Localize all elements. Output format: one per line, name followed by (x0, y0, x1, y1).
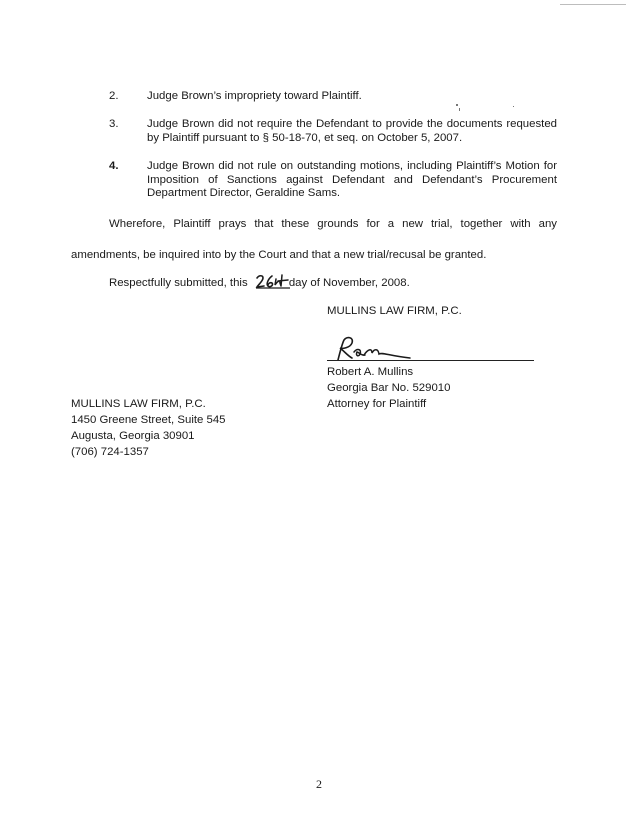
signature-line (327, 360, 534, 361)
item-text: Judge Brown did not require the Defendant to provide the documents requested by Plaintiff pursuant to § 50-18-70, et seq. on October 5, 2007. (147, 118, 557, 144)
handwritten-day-icon (255, 273, 291, 289)
submitted-suffix: day of November, 2008. (288, 277, 410, 289)
scan-artifact (459, 108, 460, 111)
item-text: Judge Brown’s impropriety toward Plaintiff. (147, 90, 362, 102)
scan-artifact (513, 106, 514, 107)
signature-initials: RAM (330, 334, 333, 335)
scan-artifact (456, 104, 458, 106)
bar-number: Georgia Bar No. 529010 (327, 382, 451, 394)
firm-name: MULLINS LAW FIRM, P.C. (71, 398, 206, 410)
item-number: 4. (109, 160, 119, 172)
wherefore-line-1: Wherefore, Plaintiff prays that these grounds for a new trial, together with any (109, 218, 557, 230)
firm-address (71, 396, 226, 460)
item-text: Judge Brown did not rule on outstanding motions, including Plaintiff’s Motion for Imposition of Sanctions against Defendant and Defendant’s Procurement Department Director, Geraldine Sams. (147, 160, 557, 200)
firm-phone: (706) 724-1357 (71, 446, 149, 458)
firm-city: Augusta, Georgia 30901 (71, 430, 195, 442)
firm-street: 1450 Greene Street, Suite 545 (71, 414, 226, 426)
signature-block (327, 364, 450, 412)
attorney-name: Robert A. Mullins (327, 366, 414, 378)
wherefore-line-2: amendments, be inquired into by the Court and that a new trial/recusal be granted. (71, 249, 487, 261)
submitted-prefix: Respectfully submitted, this (109, 277, 248, 289)
attorney-role: Attorney for Plaintiff (327, 398, 427, 410)
handwritten-day (255, 276, 289, 288)
firm-heading: MULLINS LAW FIRM, P.C. (327, 305, 462, 317)
submitted-line (109, 276, 410, 291)
page-number: 2 (316, 777, 322, 791)
item-number: 2. (109, 90, 119, 102)
scan-artifact (560, 4, 626, 5)
item-number: 3. (109, 118, 119, 130)
